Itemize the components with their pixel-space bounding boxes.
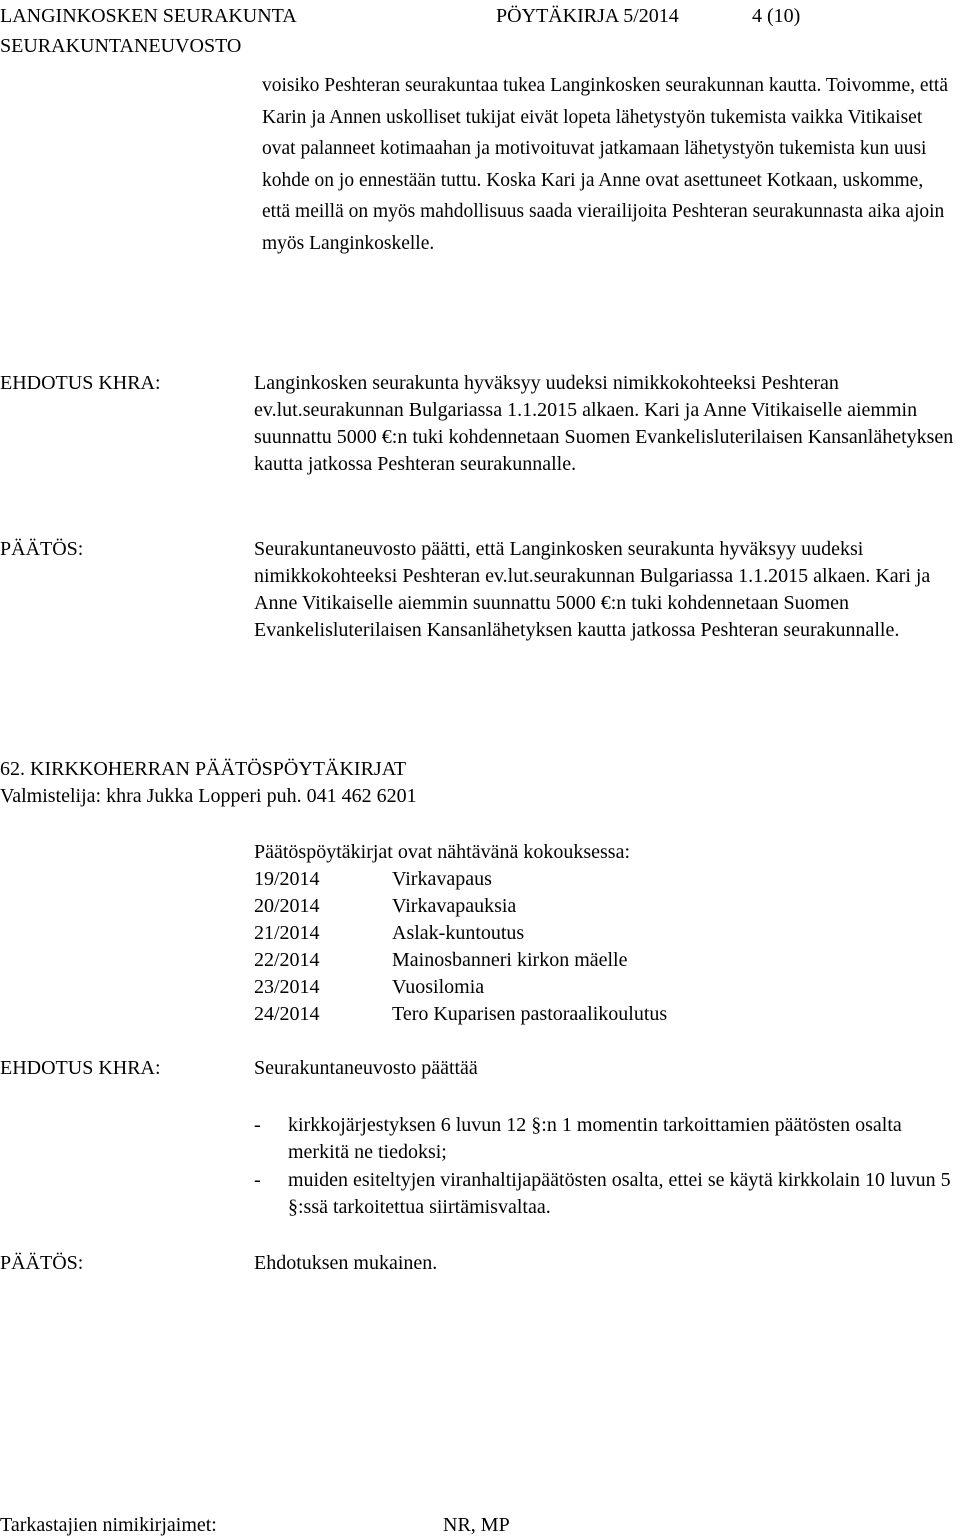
proposal-label: EHDOTUS KHRA: — [0, 1057, 161, 1079]
item-number: 20/2014 — [254, 895, 320, 917]
footer-label: Tarkastajien nimikirjaimet: — [0, 1514, 217, 1536]
proposal-text: Langinkosken seurakunta hyväksyy uudeksi nimikkokohteeksi Peshteran ev.lut.seurakunnan Bulgariassa 1.1.2015 alkaen. Kari ja Anne Vitikaiselle aiemmin suunnattu 5000 €:n tuki kohdennetaan Suomen Evankelisluterilaisen Kansanlähetyksen kautta jatkossa Peshteran seurakunnalle. — [254, 372, 954, 475]
decision-label: PÄÄTÖS: — [0, 538, 84, 560]
section-title: 62. KIRKKOHERRAN PÄÄTÖSPÖYTÄKIRJAT — [0, 758, 407, 780]
item-text: Aslak-kuntoutus — [392, 922, 525, 944]
bullet-dash: - — [254, 1114, 261, 1136]
item-text: Mainosbanneri kirkon mäelle — [392, 949, 628, 971]
item-number: 19/2014 — [254, 868, 320, 890]
list-intro: Päätöspöytäkirjat ovat nähtävänä kokouksessa: — [254, 841, 631, 863]
bullet-dash: - — [254, 1169, 261, 1191]
bullet-text: kirkkojärjestyksen 6 luvun 12 §:n 1 momentin tarkoittamien päätösten osalta merkitä ne tiedoksi; — [288, 1114, 902, 1163]
item-number: 24/2014 — [254, 1003, 320, 1025]
header-doc: PÖYTÄKIRJA 5/2014 — [496, 5, 679, 27]
footer-initials: NR, MP — [443, 1514, 510, 1536]
decision-text: Ehdotuksen mukainen. — [254, 1252, 438, 1274]
proposal-label: EHDOTUS KHRA: — [0, 372, 161, 394]
item-number: 23/2014 — [254, 976, 320, 998]
item-text: Tero Kuparisen pastoraalikoulutus — [392, 1003, 668, 1025]
header-body: SEURAKUNTANEUVOSTO — [0, 35, 242, 57]
bullet-item — [254, 1112, 960, 1166]
decision-label: PÄÄTÖS: — [0, 1252, 84, 1274]
header-page-number: 4 (10) — [752, 5, 801, 27]
header-org: LANGINKOSKEN SEURAKUNTA — [0, 5, 297, 27]
preparer-line: Valmistelija: khra Jukka Lopperi puh. 041 462 6201 — [0, 785, 417, 807]
bullet-text: muiden esiteltyjen viranhaltijapäätösten osalta, ettei se käytä kirkkolain 10 luvun 5 §:ssä tarkoitettua siirtämisvaltaa. — [288, 1169, 951, 1218]
decision-text: Seurakuntaneuvosto päätti, että Langinkosken seurakunta hyväksyy uudeksi nimikkokohteeksi Peshteran ev.lut.seurakunnan Bulgariassa 1.1.2015 alkaen. Kari ja Anne Vitikaiselle aiemmin suunnattu 5000 €:n tuki kohdennetaan Suomen Evankelisluterilaisen Kansanlähetyksen kautta jatkossa Peshteran seurakunnalle. — [254, 538, 931, 641]
item-text: Virkavapaus — [392, 868, 492, 890]
bullet-item — [254, 1167, 960, 1221]
proposal-text: Seurakuntaneuvosto päättää — [254, 1057, 478, 1079]
item-text: Vuosilomia — [392, 976, 485, 998]
item-number: 22/2014 — [254, 949, 320, 971]
item-number: 21/2014 — [254, 922, 320, 944]
item-text: Virkavapauksia — [392, 895, 517, 917]
intro-paragraph: voisiko Peshteran seurakuntaa tukea Langinkosken seurakunnan kautta. Toivomme, että Karin ja Annen uskolliset tukijat eivät lopeta lähetystyön tukemista vaikka Vitikaiset ovat palanneet kotimaahan ja motivoituvat jatkamaan lähetystyön tukemista kun uusi kohde on jo ennestään tuttu. Koska Kari ja Anne ovat asettuneet Kotkaan, uskomme, että meillä on myös mahdollisuus saada vierailijoita Peshteran seurakunnasta aika ajoin myös Langinkoskelle. — [262, 75, 949, 254]
